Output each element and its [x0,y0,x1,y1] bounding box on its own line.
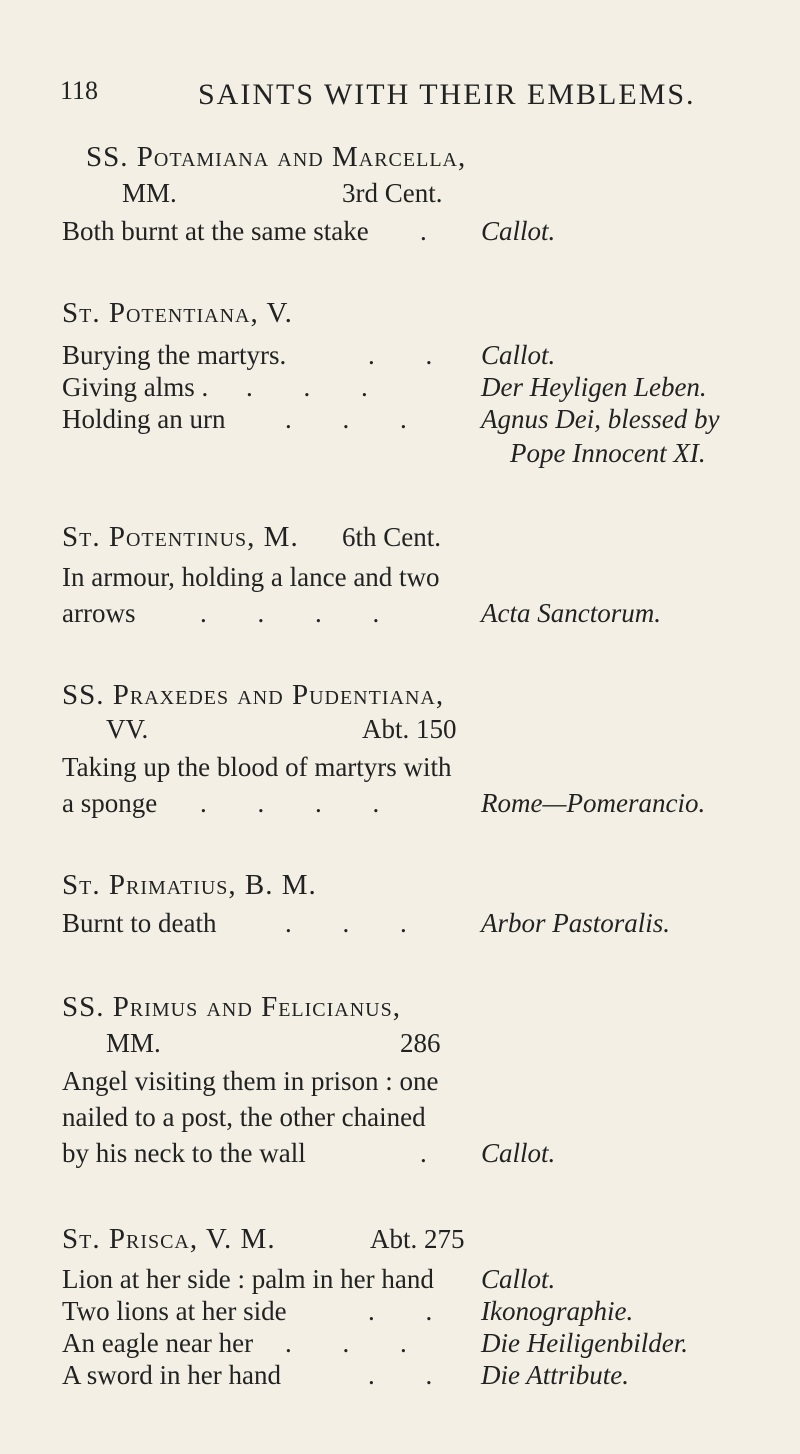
emblem-source: Acta Sanctorum. [481,598,661,628]
entry-date: 286 [400,1028,441,1058]
entry-title: St. Potentinus, M. [62,521,299,553]
emblem-source: Die Heiligenbilder. [481,1328,688,1358]
emblem-text: In armour, holding a lance and two [62,562,440,592]
emblem-text: Burnt to death [62,908,217,938]
page-number: 118 [60,76,99,105]
entry-date: Abt. 150 [362,714,457,744]
emblem-source: Rome—Pomerancio. [481,788,706,818]
entry-status: MM. [106,1028,161,1058]
emblem-source: Pope Innocent XI. [510,438,706,468]
emblem-text: Two lions at her side [62,1296,287,1326]
emblem-text: Angel visiting them in prison : one [62,1066,439,1096]
emblem-text: An eagle near her [62,1328,254,1358]
leader-dots: . . [368,340,455,370]
entry-title: St. Primatius, B. M. [62,869,317,901]
emblem-text: Holding an urn [62,404,226,434]
running-title: SAINTS WITH THEIR EMBLEMS. [198,78,696,111]
entry-title: SS. Primus and Felicianus, [62,991,401,1023]
emblem-text: Both burnt at the same stake [62,216,369,246]
emblem-source: Der Heyligen Leben. [481,372,707,402]
emblem-source: Callot. [481,1138,556,1168]
leader-dots: . . [368,1296,455,1326]
entry-title: SS. Praxedes and Pudentiana, [62,679,445,711]
emblem-text: Burying the martyrs. [62,340,287,370]
emblem-source: Agnus Dei, blessed by [481,404,720,434]
entry-status: MM. [122,178,177,208]
emblem-text: Giving alms . [62,372,209,402]
leader-dots: . . . . [200,598,402,628]
emblem-text: nailed to a post, the other chained [62,1102,426,1132]
entry-status: VV. [106,714,149,744]
emblem-text: Lion at her side : palm in her hand [62,1264,434,1294]
emblem-source: Arbor Pastoralis. [481,908,671,938]
leader-dots: . . [368,1360,455,1390]
leader-dots: . [420,1138,427,1168]
emblem-source: Callot. [481,340,556,370]
entry-date: 6th Cent. [342,522,441,552]
emblem-text: A sword in her hand [62,1360,281,1390]
leader-dots: . . . [246,372,390,402]
entry-title: SS. Potamiana and Marcella, [86,141,467,173]
entry-date: 3rd Cent. [342,178,443,208]
leader-dots: . . . [285,908,429,938]
leader-dots: . [420,216,427,246]
emblem-text: Taking up the blood of martyrs with [62,752,452,782]
emblem-source: Callot. [481,216,556,246]
emblem-text: arrows [62,598,136,628]
page-header [0,76,800,116]
emblem-source: Die Attribute. [481,1360,629,1390]
emblem-text: a sponge [62,788,158,818]
emblem-source: Ikonographie. [481,1296,634,1326]
entry-title: St. Potentiana, V. [62,297,293,329]
entry-title: St. Prisca, V. M. [62,1223,276,1255]
leader-dots: . . . [285,1328,429,1358]
leader-dots: . . . . [200,788,402,818]
emblem-text: by his neck to the wall [62,1138,306,1168]
emblem-source: Callot. [481,1264,556,1294]
entry-date: Abt. 275 [370,1224,465,1254]
leader-dots: . . . [285,404,429,434]
